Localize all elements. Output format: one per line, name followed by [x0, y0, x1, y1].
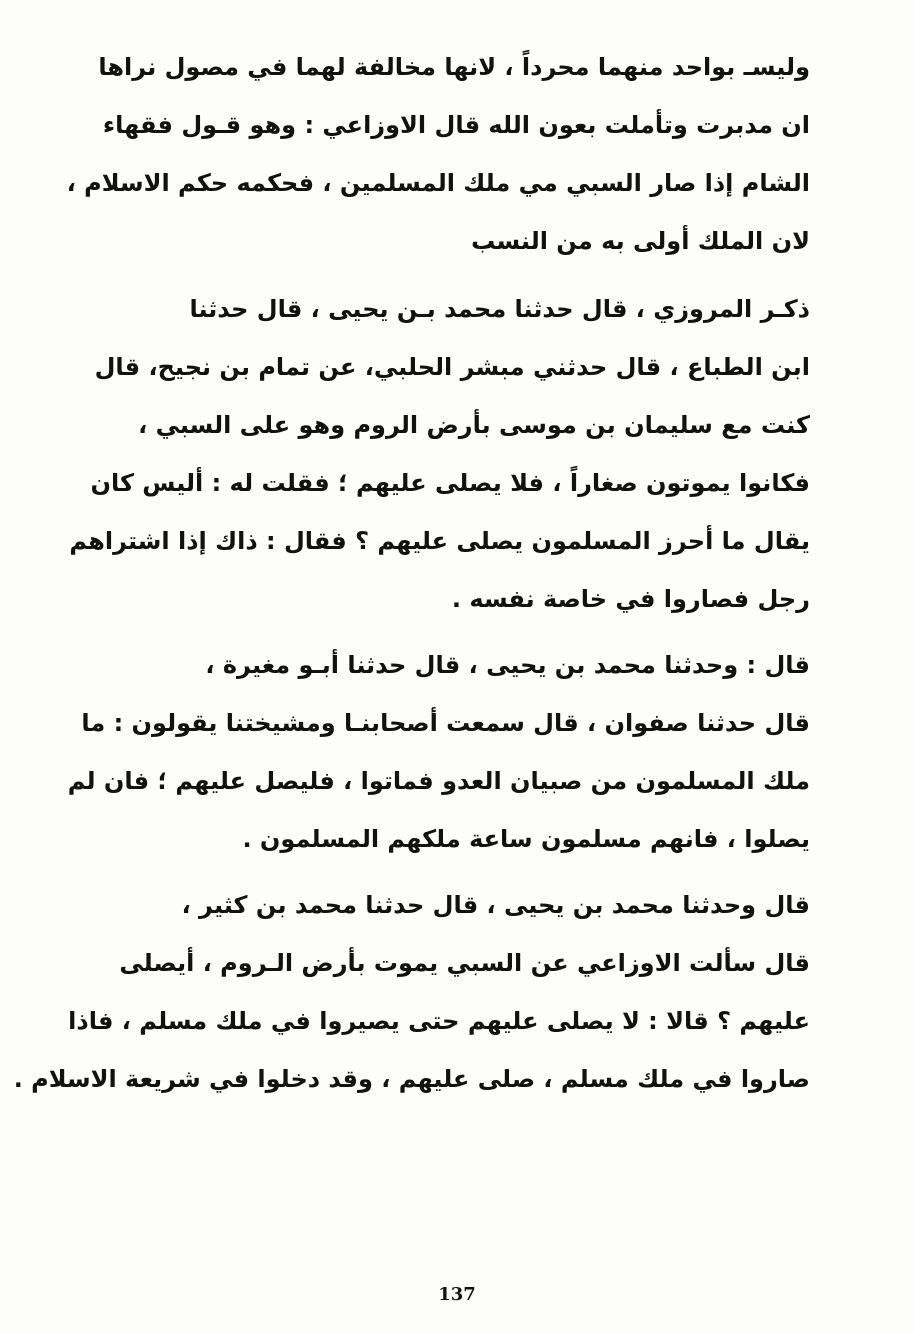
text-line: يصلوا ، فانهم مسلمون ساعة ملكهم المسلمون . — [242, 825, 810, 853]
text-line: قال سألت الاوزاعي عن السبي يموت بأرض الـروم ، أيصلى — [119, 949, 810, 977]
text-line: ذكـر المروزي ، قال حدثنا محمد بـن يحيى ، قال حدثنا — [189, 295, 810, 323]
page-number: 137 — [438, 1284, 476, 1305]
text-line: عليهم ؟ قالا : لا يصلى عليهم حتى يصيروا في ملك مسلم ، فاذا — [68, 1007, 810, 1035]
text-line: ابن الطباع ، قال حدثني مبشر الحلبي، عن تمام بن نجيح، قال — [94, 353, 810, 381]
text-line: ملك المسلمون من صبيان العدو فماتوا ، فليصل عليهم ؛ فان لم — [67, 767, 810, 795]
text-line: قال حدثنا صفوان ، قال سمعت أصحابنـا ومشيختنا يقولون : ما — [81, 709, 810, 737]
text-line: قال : وحدثنا محمد بن يحيى ، قال حدثنا أبـو مغيرة ، — [205, 651, 810, 679]
paragraph-2 — [69, 280, 810, 628]
text-line: ان مدبرت وتأملت بعون الله قال الاوزاعي : وهو قـول فقهاء — [102, 111, 810, 139]
paragraph-4 — [13, 876, 810, 1108]
text-line: يقال ما أحرز المسلمون يصلى عليهم ؟ فقال : ذاك إذا اشتراهم — [69, 527, 810, 555]
text-line: فكانوا يموتون صغاراً ، فلا يصلى عليهم ؛ فقلت له : أليس كان — [90, 469, 810, 497]
paragraph-1 — [66, 38, 810, 270]
text-line: صاروا في ملك مسلم ، صلى عليهم ، وقد دخلوا في شريعة الاسلام . — [13, 1065, 810, 1093]
text-line: وليسـ بواحد منهما محرداً ، لانها مخالفة لهما في مصول نراها — [98, 53, 810, 81]
text-line: كنت مع سليمان بن موسى بأرض الروم وهو على السبي ، — [138, 411, 810, 439]
text-line: الشام إذا صار السبي مي ملك المسلمين ، فحكمه حكم الاسلام ، — [66, 169, 810, 197]
text-line: قال وحدثنا محمد بن يحيى ، قال حدثنا محمد بن كثير ، — [181, 891, 810, 919]
text-line: رجل فصاروا في خاصة نفسه . — [451, 585, 810, 613]
paragraph-3 — [67, 636, 810, 868]
text-line: لان الملك أولى به من النسب — [471, 227, 810, 255]
